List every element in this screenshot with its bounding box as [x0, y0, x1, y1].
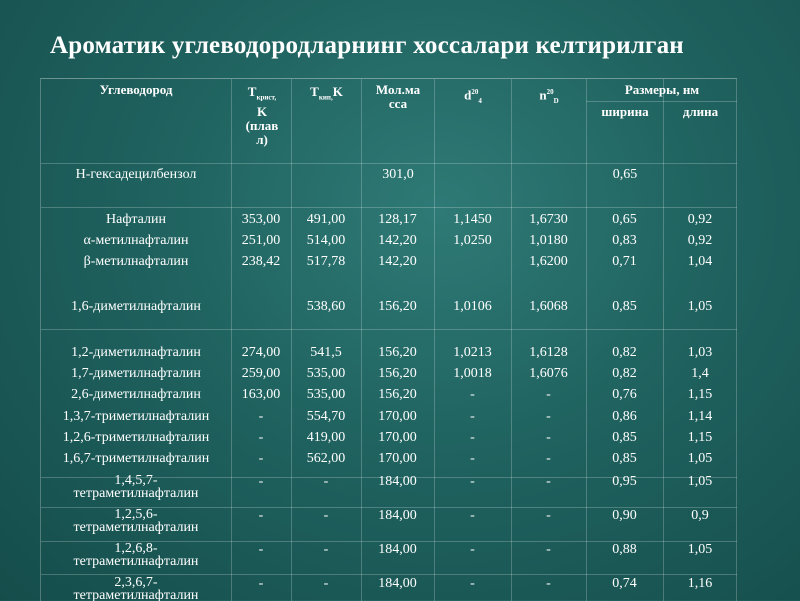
row-length: 0,92	[687, 212, 713, 227]
row-name	[41, 474, 231, 500]
row-density: 1,0250	[453, 233, 492, 248]
row-t-kip: 491,00	[306, 212, 346, 227]
row-mass: 170,00	[378, 409, 417, 424]
row-length: 0,92	[687, 233, 713, 248]
row-name: 2,6-диметилнафталин	[71, 387, 201, 402]
header-hydrocarbon: Углеводород	[99, 82, 173, 97]
row-name-line2: тетраметилнафталин	[73, 520, 199, 535]
row-name-line2: тетраметилнафталин	[73, 486, 199, 501]
row-name	[41, 508, 231, 534]
row-t-melt: -	[258, 474, 264, 489]
grid-line	[41, 163, 737, 164]
row-mass: 170,00	[378, 430, 417, 445]
row-mass: 142,20	[378, 233, 417, 248]
row-density: -	[470, 451, 475, 466]
row-length: 1,15	[687, 430, 713, 445]
row-mass: 184,00	[378, 576, 417, 591]
row-t-kip: 562,00	[306, 451, 346, 466]
row-name-line2: тетраметилнафталин	[73, 554, 199, 569]
row-density: -	[470, 542, 475, 557]
row-mass: 184,00	[378, 542, 417, 557]
row-t-melt: -	[258, 508, 264, 523]
row-length: 1,16	[687, 576, 713, 591]
header-t-kip-sub: кип,	[318, 93, 333, 102]
row-name: α-метилнафталин	[83, 233, 189, 248]
row-name-line2: тетраметилнафталин	[73, 588, 199, 601]
row-t-kip: 514,00	[306, 233, 346, 248]
row-width: 0,74	[612, 576, 637, 591]
row-t-melt: -	[258, 542, 264, 557]
row-t-kip: -	[323, 508, 329, 523]
row-width: 0,85	[612, 299, 637, 314]
row-t-kip: 538,60	[306, 299, 346, 314]
row-t-melt: 163,00	[241, 387, 281, 402]
row-width: 0,82	[612, 345, 637, 360]
row-t-kip: 541,5	[310, 345, 342, 360]
row-name-line1: 2,3,6,7-	[114, 575, 158, 590]
row-density: -	[470, 409, 475, 424]
header-t-kip	[292, 85, 361, 105]
header-length: длина	[682, 104, 719, 119]
row-name-line1: 1,2,6,8-	[114, 541, 158, 556]
row-name	[41, 542, 231, 568]
row-mass: 156,20	[378, 366, 417, 381]
row-density: -	[470, 474, 475, 489]
row-name-line1: 1,2,5,6-	[114, 507, 158, 522]
row-refraction: 1,6200	[529, 254, 568, 269]
row-refraction: -	[546, 451, 551, 466]
row-mass: 301,0	[382, 167, 414, 182]
row-name: 1,2-диметилнафталин	[71, 345, 201, 360]
grid-line	[41, 329, 737, 330]
row-refraction: -	[546, 387, 551, 402]
header-molmass-text: Мол.ма сса	[375, 82, 421, 111]
header-density-sub: 4	[478, 96, 482, 105]
row-refraction: 1,6068	[529, 299, 568, 314]
row-name: β-метилнафталин	[83, 254, 189, 269]
row-width: 0,85	[612, 451, 637, 466]
row-width: 0,71	[612, 254, 637, 269]
header-t-melt-unit: K	[256, 103, 268, 119]
header-molmass	[363, 83, 433, 111]
row-mass: 142,20	[378, 254, 417, 269]
header-density-symbol: d	[464, 87, 472, 103]
row-t-kip: -	[323, 542, 329, 557]
row-t-kip: 419,00	[306, 430, 346, 445]
row-name: 1,3,7-триметилнафталин	[62, 409, 210, 424]
row-width: 0,85	[612, 430, 637, 445]
row-density: 1,0213	[453, 345, 492, 360]
row-width: 0,90	[612, 508, 637, 523]
grid-line	[41, 207, 737, 208]
header-refraction-sup: 20	[546, 88, 554, 96]
row-width: 0,82	[612, 366, 637, 381]
row-refraction: -	[546, 430, 551, 445]
row-mass: 156,20	[378, 387, 417, 402]
row-t-kip: 517,78	[306, 254, 346, 269]
row-length: 1,05	[687, 451, 713, 466]
row-refraction: 1,6128	[529, 345, 568, 360]
row-width: 0,76	[612, 387, 637, 402]
row-density: -	[470, 430, 475, 445]
row-density: -	[470, 387, 475, 402]
row-density: 1,0018	[453, 366, 492, 381]
header-width: ширина	[601, 104, 649, 119]
row-length: 1,04	[687, 254, 713, 269]
row-t-kip: 554,70	[306, 409, 346, 424]
row-width: 0,65	[612, 212, 637, 227]
header-t-kip-symbol: T	[310, 84, 319, 99]
row-mass: 184,00	[378, 508, 417, 523]
row-t-melt: 238,42	[241, 254, 281, 269]
header-refraction	[512, 85, 586, 108]
row-t-kip: 535,00	[306, 387, 346, 402]
row-length: 1,05	[687, 474, 713, 489]
row-length: 1,14	[687, 409, 713, 424]
properties-table	[40, 78, 737, 601]
row-refraction: -	[546, 576, 551, 591]
row-mass: 156,20	[378, 299, 417, 314]
header-t-kip-unit: K	[332, 84, 343, 99]
row-mass: 170,00	[378, 451, 417, 466]
row-refraction: -	[546, 474, 551, 489]
row-width: 0,86	[612, 409, 637, 424]
header-sizes: Размеры, нм	[624, 82, 700, 97]
row-t-kip: -	[323, 474, 329, 489]
row-name	[41, 576, 231, 601]
row-t-melt: 251,00	[241, 233, 281, 248]
row-name: 1,2,6-триметилнафталин	[62, 430, 210, 445]
row-refraction: -	[546, 409, 551, 424]
row-name: Н-гексадецилбензол	[75, 167, 197, 182]
row-t-melt: -	[258, 576, 264, 591]
header-t-melt	[233, 85, 291, 147]
row-refraction: 1,6076	[529, 366, 568, 381]
row-width: 0,95	[612, 474, 637, 489]
row-length: 1,03	[687, 345, 713, 360]
row-density: -	[470, 508, 475, 523]
row-name: Нафталин	[106, 212, 166, 227]
row-width: 0,65	[612, 167, 638, 182]
page-title: Ароматик углеводородларнинг хоссалари келтирилган	[50, 32, 684, 59]
row-t-kip: 535,00	[306, 366, 346, 381]
row-refraction: 1,0180	[529, 233, 568, 248]
row-t-melt: -	[258, 409, 264, 424]
row-refraction: 1,6730	[529, 212, 568, 227]
grid-line	[586, 101, 737, 102]
row-length: 1,05	[687, 299, 713, 314]
row-density: 1,1450	[453, 212, 492, 227]
header-t-melt-note: (плав л)	[245, 117, 279, 147]
row-name-line1: 1,4,5,7-	[114, 473, 158, 488]
row-name: 1,7-диметилнафталин	[71, 366, 201, 381]
row-mass: 156,20	[378, 345, 417, 360]
header-t-melt-symbol: T	[247, 84, 257, 99]
header-t-melt-sub: крист,	[256, 93, 277, 102]
row-t-kip: -	[323, 576, 329, 591]
row-mass: 184,00	[378, 474, 417, 489]
header-refraction-symbol: n	[539, 87, 547, 103]
header-density-sup: 20	[471, 88, 479, 96]
row-name: 1,6,7-триметилнафталин	[62, 451, 210, 466]
row-density: 1,0106	[453, 299, 492, 314]
row-t-melt: 274,00	[241, 345, 281, 360]
header-refraction-sub: D	[553, 96, 559, 105]
header-density	[435, 85, 511, 108]
row-t-melt: -	[258, 430, 264, 445]
row-mass: 128,17	[378, 212, 417, 227]
row-length: 1,15	[687, 387, 713, 402]
row-width: 0,83	[612, 233, 637, 248]
row-density: -	[470, 576, 475, 591]
row-name: 1,6-диметилнафталин	[71, 299, 201, 314]
row-t-melt: 353,00	[241, 212, 281, 227]
row-length: 0,9	[691, 508, 709, 523]
row-t-melt: 259,00	[241, 366, 281, 381]
row-refraction: -	[546, 508, 551, 523]
row-length: 1,05	[687, 542, 713, 557]
row-width: 0,88	[612, 542, 637, 557]
row-t-melt: -	[258, 451, 264, 466]
row-refraction: -	[546, 542, 551, 557]
row-length: 1,4	[691, 366, 709, 381]
